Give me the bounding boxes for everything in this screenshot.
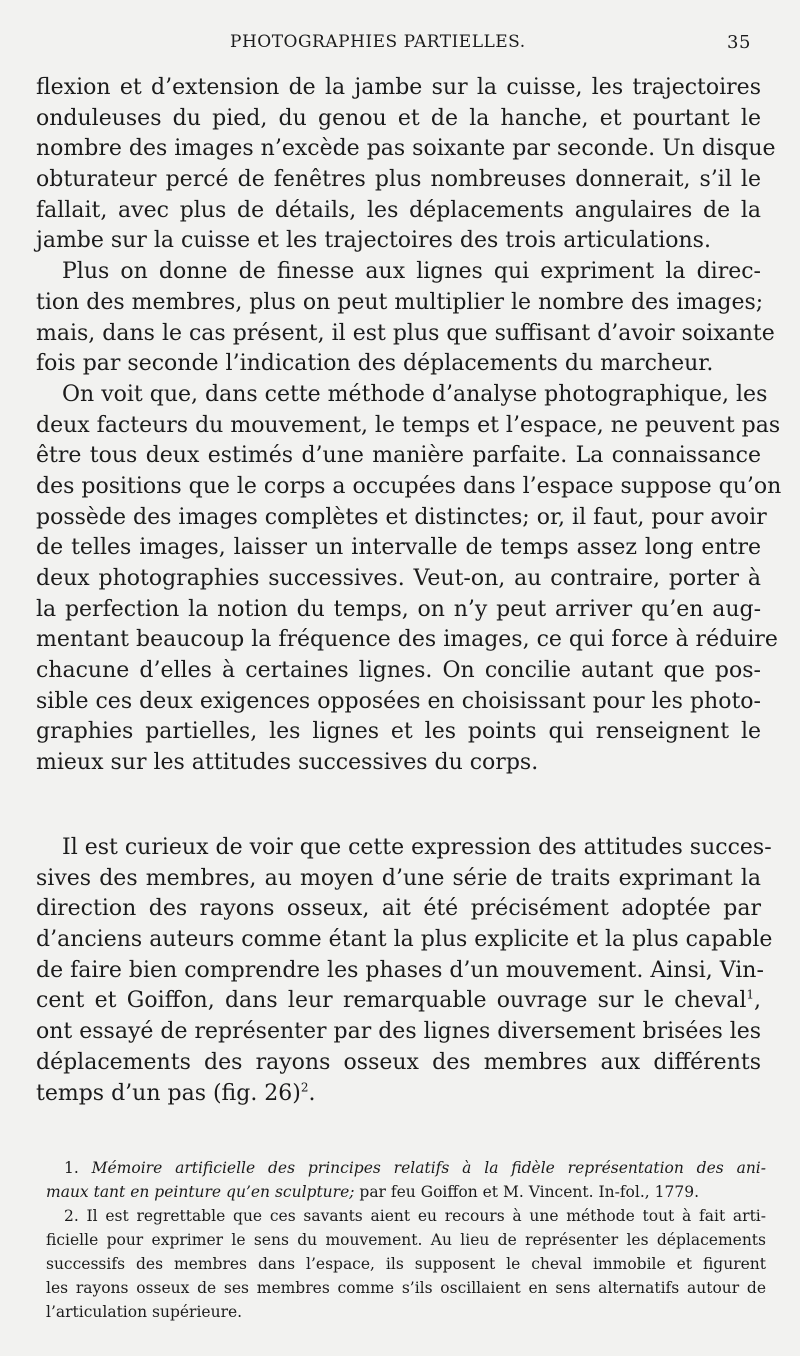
footnote-2-line: les rayons osseux de ses membres comme s’ils oscillaient en sens alternatifs autour de	[46, 1279, 766, 1297]
text-line: fois par seconde l’indication des déplacements du marcheur.	[36, 351, 714, 377]
text-line: être tous deux estimés d’une manière parfaite. La connaissance	[36, 443, 761, 469]
text-line	[36, 1079, 761, 1110]
text-line: la perfection la notion du temps, on n’y peut arriver qu’en aug-	[36, 596, 761, 622]
text-line: nombre des images n’excède pas soixante par seconde. Un disque	[36, 136, 776, 162]
page-number: 35	[727, 32, 751, 53]
text-line: des positions que le corps a occupées dans l’espace suppose qu’on	[36, 473, 782, 499]
footnote-2-line: l’articulation supérieure.	[46, 1303, 243, 1321]
text-line: Il est curieux de voir que cette expression des attitudes succes-	[62, 835, 772, 860]
text-line: mieux sur les attitudes successives du corps.	[36, 750, 539, 776]
text-line: mais, dans le cas présent, il est plus que suffisant d’avoir soixante	[36, 320, 775, 346]
text-line: deux photographies successives. Veut-on, au contraire, porter à	[36, 566, 761, 591]
footnote-number: 1.	[64, 1159, 79, 1177]
text-line: possède des images complètes et distinctes; or, il faut, pour avoir	[36, 504, 767, 530]
text-line: de faire bien comprendre les phases d’un mouvement. Ainsi, Vin-	[36, 957, 764, 983]
footnote-ref: 1	[746, 988, 754, 1003]
footnote-text: par feu Goiffon et M. Vincent. In-fol., 1779.	[354, 1183, 699, 1201]
footnote-title: Mémoire artificielle des principes relatifs à la fidèle représentation des ani-	[91, 1159, 766, 1177]
footnote-2-line: 2. Il est regrettable que ces savants aient eu recours à une méthode tout à fait arti-	[64, 1207, 766, 1225]
text-line: Plus on donne de finesse aux lignes qui expriment la direc-	[62, 259, 761, 285]
text-line: onduleuses du pied, du genou et de la hanche, et pourtant le	[36, 105, 761, 131]
footnotes	[46, 1156, 766, 1324]
footnote-1-line	[46, 1180, 766, 1204]
footnote-2-line: successifs des membres dans l’espace, ils supposent le cheval immobile et figurent	[46, 1255, 766, 1273]
text-line: jambe sur la cuisse et les trajectoires des trois articulations.	[36, 228, 711, 254]
text-line: d’anciens auteurs comme étant la plus explicite et la plus capable	[36, 927, 773, 953]
text-fragment: temps d’un pas (fig. 26)	[36, 1080, 301, 1106]
text-line: direction des rayons osseux, ait été précisément adoptée par	[36, 896, 761, 922]
body-text-block-2	[36, 833, 773, 1109]
footnote-title: maux tant en peinture qu’en sculpture;	[46, 1183, 355, 1201]
body-text-block-1	[36, 73, 782, 779]
text-fragment: cent et Goiffon, dans leur remarquable ouvrage sur le cheval	[36, 988, 747, 1014]
running-head	[0, 32, 800, 58]
text-line: On voit que, dans cette méthode d’analyse photographique, les	[62, 381, 768, 407]
text-line: deux facteurs du mouvement, le temps et l’espace, ne peuvent pas	[36, 412, 781, 438]
text-line: sives des membres, au moyen d’une série de traits exprimant la	[36, 865, 761, 891]
text-line: cent et Goiffon, dans leur remarquable ouvrage sur le cheval$^1$,	[36, 988, 761, 1014]
text-line: sible ces deux exigences opposées en choisissant pour les photo-	[36, 688, 761, 714]
text-line: flexion et d’extension de la jambe sur la cuisse, les trajectoires	[36, 75, 761, 100]
footnote-2-line: ficielle pour exprimer le sens du mouvement. Au lieu de représenter les déplacements	[46, 1231, 766, 1249]
running-title: PHOTOGRAPHIES PARTIELLES.	[230, 32, 526, 52]
text-line: de telles images, laisser un intervalle de temps assez long entre	[36, 535, 761, 561]
text-line: graphies partielles, les lignes et les points qui renseignent le	[36, 719, 761, 745]
footnote-1-line	[46, 1156, 766, 1180]
text-line: fallait, avec plus de détails, les déplacements angulaires de la	[36, 197, 761, 223]
end-punct: .	[308, 1080, 316, 1106]
text-line: ont essayé de représenter par des lignes diversement brisées les	[36, 1019, 762, 1045]
text-line: déplacements des rayons osseux des membres aux différents	[36, 1049, 761, 1075]
text-line: tion des membres, plus on peut multiplier le nombre des images;	[36, 289, 764, 315]
footnote-ref: 2	[300, 1080, 309, 1095]
text-line: obturateur percé de fenêtres plus nombreuses donnerait, s’il le	[36, 167, 761, 193]
text-line: mentant beaucoup la fréquence des images, ce qui force à réduire	[36, 627, 778, 653]
text-line: chacune d’elles à certaines lignes. On concilie autant que pos-	[36, 658, 761, 684]
